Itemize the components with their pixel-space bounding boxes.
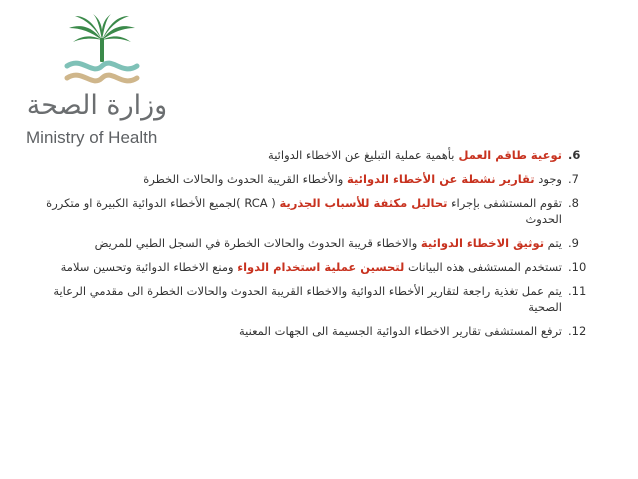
list-item: [28, 283, 606, 315]
highlighted-text: تقارير نشطة عن الأخطاء الدوائية: [347, 172, 535, 186]
ministry-english-name: Ministry of Health: [26, 128, 158, 147]
highlighted-text: لتحسين عملية استخدام الدواء: [237, 260, 405, 274]
list-item: [28, 147, 606, 163]
highlighted-text: توعية طاقم العمل: [454, 148, 562, 162]
list-item-text: تستخدم المستشفى هذه البيانات: [404, 260, 562, 274]
ministry-arabic-name: وزارة الصحة: [26, 90, 168, 121]
list-item: [28, 259, 606, 275]
list-item-number: .8: [568, 196, 579, 210]
moh-logo: [22, 14, 182, 149]
list-item-text: تقوم المستشفى بإجراء: [447, 196, 562, 210]
list-item-number: .11: [568, 284, 587, 298]
list-item-text: يتم عمل تغذية راجعة لتقارير الأخطاء الدوائية والاخطاء القريبة الحدوث والحالات الخطرة الى مقدمي الرعاية الصحية: [53, 284, 562, 314]
list-item-text: والاخطاء قريبة الحدوث والحالات الخطرة في السجل الطبي للمريض: [94, 236, 421, 250]
list-item-number: .12: [568, 324, 587, 338]
list-item-number: .6: [568, 148, 581, 162]
list-item-number: .7: [568, 172, 579, 186]
list-item-text: ومنع الاخطاء الدوائية وتحسين سلامة: [60, 260, 238, 274]
list-item: [28, 323, 606, 339]
list-item: [28, 171, 606, 187]
list-item-text: وجود: [534, 172, 562, 186]
list-item-text: والأخطاء القريبة الحدوث والحالات الخطرة: [143, 172, 348, 186]
list-item-text: يتم: [544, 236, 562, 250]
list-item-text: ( RCA )لجميع الأخطاء الدوائية الكبيرة او متكررة الحدوث: [46, 196, 562, 226]
numbered-list: [28, 147, 606, 347]
highlighted-text: تحاليل مكثفة للأسباب الجذرية: [279, 196, 448, 210]
list-item: [28, 235, 606, 251]
highlighted-text: توثيق الاخطاء الدوائية: [420, 236, 545, 250]
list-item-number: .10: [568, 260, 587, 274]
list-item-text: بأهمية عملية التبليغ عن الاخطاء الدوائية: [268, 148, 455, 162]
palm-emblem-icon: [47, 14, 157, 92]
list-item-number: .9: [568, 236, 579, 250]
list-item-text: ترفع المستشفى تقارير الاخطاء الدوائية الجسيمة الى الجهات المعنية: [239, 324, 562, 338]
list-item: [28, 195, 606, 227]
